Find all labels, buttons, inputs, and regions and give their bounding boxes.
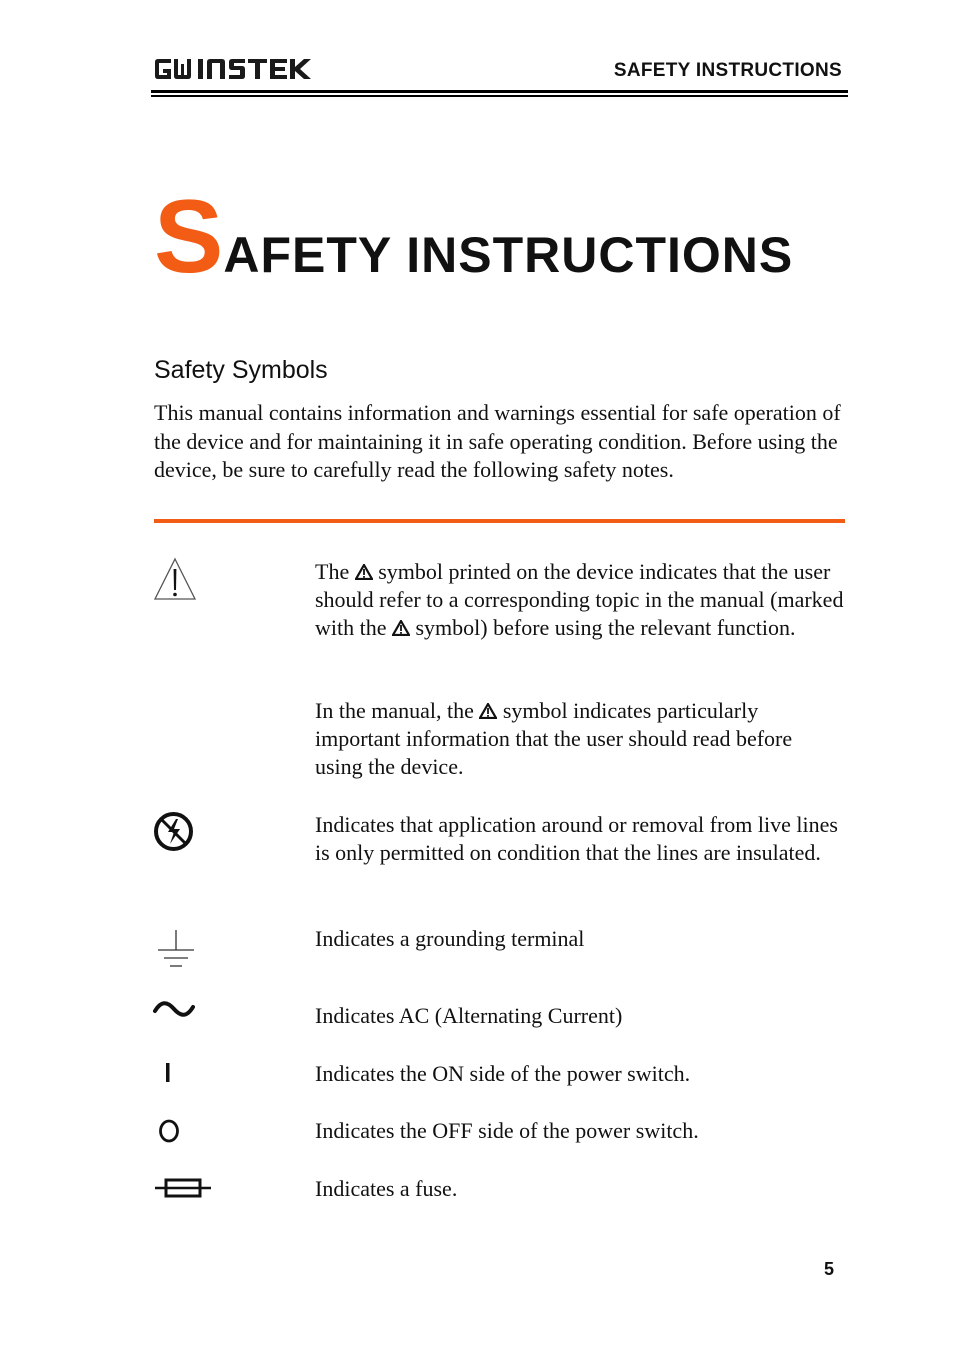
caution-text-1b: symbol printed on the device indicates that the user should refer to a corresponding topic in the manual (marked with the bbox=[315, 559, 844, 641]
fuse-description: Indicates a fuse. bbox=[315, 1176, 458, 1201]
ac-tilde-icon bbox=[153, 999, 195, 1019]
caution-text-1a: The bbox=[315, 559, 350, 584]
chapter-title bbox=[154, 179, 794, 295]
caution-description-2 bbox=[315, 697, 845, 782]
header-rule-thin bbox=[151, 95, 848, 97]
power-on-icon bbox=[162, 1061, 174, 1085]
running-header: SAFETY INSTRUCTIONS bbox=[613, 60, 842, 81]
caution-text-2b: symbol indicates particularly important information that the user should read before using the device. bbox=[315, 698, 793, 780]
ground-terminal-icon bbox=[156, 928, 196, 970]
page-number: 5 bbox=[823, 1259, 834, 1279]
gw-instek-logo bbox=[153, 55, 325, 83]
caution-text-1c: symbol) before using the relevant function. bbox=[415, 615, 796, 641]
inline-warning-icon bbox=[355, 564, 373, 580]
ac-description: Indicates AC (Alternating Current) bbox=[315, 1003, 623, 1028]
intro-paragraph: This manual contains information and warnings essential for safe operation of the device and for maintaining it in safe operating condition. Before using the device, be sure to carefully read the following safety notes. bbox=[154, 400, 841, 482]
warning-triangle-icon bbox=[153, 557, 197, 601]
section-heading: Safety Symbols bbox=[154, 356, 328, 384]
power-on-description: Indicates the ON side of the power switch. bbox=[315, 1061, 691, 1086]
section-divider bbox=[154, 519, 845, 523]
inline-warning-icon bbox=[392, 620, 410, 636]
ground-description: Indicates a grounding terminal bbox=[315, 926, 585, 951]
power-off-description: Indicates the OFF side of the power switch. bbox=[315, 1118, 699, 1143]
live-lines-description: Indicates that application around or removal from live lines is only permitted on condition that the lines are insulated. bbox=[315, 812, 838, 866]
chapter-title-initial: S bbox=[154, 179, 224, 295]
caution-text-2a: In the manual, the bbox=[315, 698, 474, 723]
caution-description bbox=[315, 558, 845, 643]
header-rule bbox=[151, 90, 848, 93]
inline-warning-icon bbox=[479, 703, 497, 719]
power-off-icon bbox=[156, 1117, 182, 1145]
fuse-icon bbox=[153, 1177, 213, 1199]
live-lines-prohibited-icon bbox=[153, 811, 194, 852]
chapter-title-rest: AFETY INSTRUCTIONS bbox=[223, 227, 794, 283]
